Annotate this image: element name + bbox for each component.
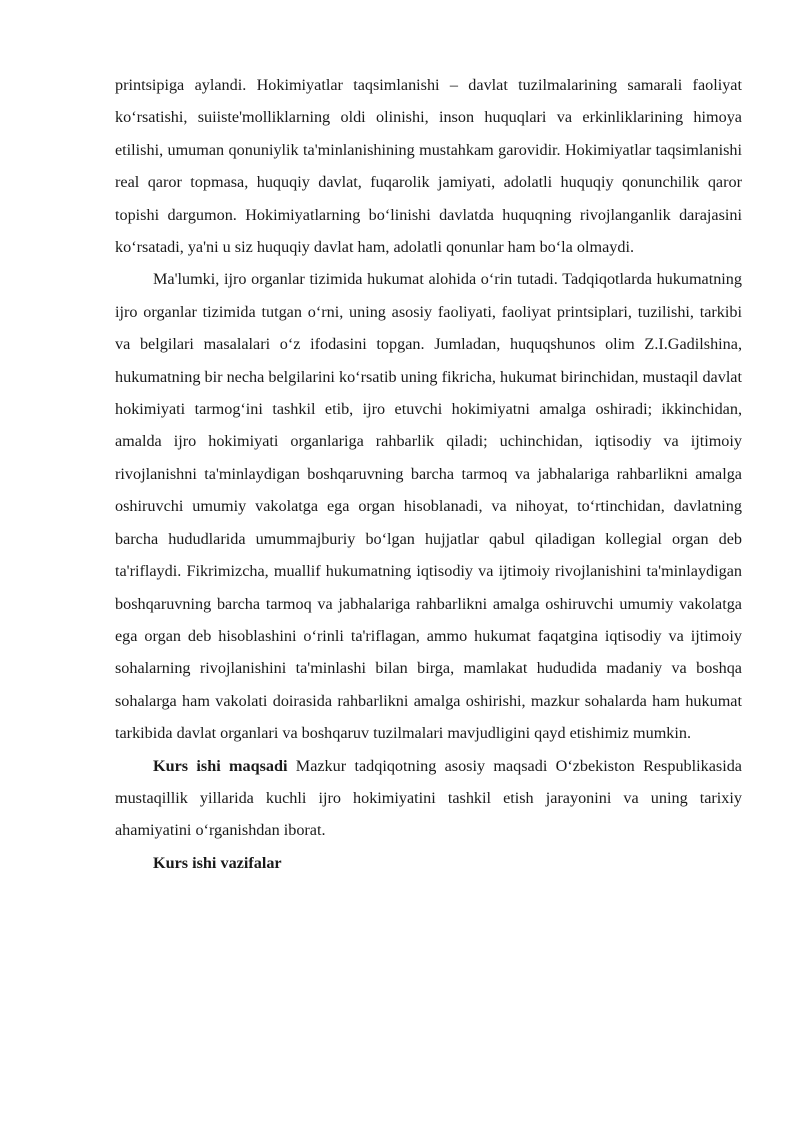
course-tasks-heading: Kurs ishi vazifalar: [153, 853, 282, 872]
paragraph-course-goal: [115, 750, 742, 847]
paragraph-government-role: Ma'lumki, ijro organlar tizimida hukumat alohida o‘rin tutadi. Tadqiqotlarda hukumatning ijro organlar tizimida tutgan o‘rni, uning asosiy faoliyati, faoliyat printsiplari, tuzilishi, tarkibi va belgilari masalalari o‘z ifodasini topgan. Jumladan, huquqshunos olim Z.I.Gadilshina, hukumatning bir necha belgilarini ko‘rsatib uning fikricha, hukumat birinchidan, mustaqil davlat hokimiyati tarmog‘ini tashkil etib, ijro etuvchi hokimiyatni amalga oshiradi; ikkinchidan, amalda ijro hokimiyati organlariga rahbarlik qiladi; uchinchidan, iqtisodiy va ijtimoiy rivojlanishni ta'minlaydigan boshqaruvning barcha tarmoq va jabhalariga rahbarlikni amalga oshiruvchi umumiy vakolatga ega organ hisoblanadi, va nihoyat, to‘rtinchidan, davlatning barcha hududlarida umummajburiy bo‘lgan hujjatlar qabul qiladigan kollegial organ deb ta'riflaydi. Fikrimizcha, muallif hukumatning iqtisodiy va ijtimoiy rivojlanishini ta'minlaydigan boshqaruvning barcha tarmoq va jabhalariga rahbarlikni amalga oshiruvchi umumiy vakolatga ega organ deb hisoblashini o‘rinli ta'riflagan, ammo hukumat faqatgina iqtisodiy va ijtimoiy sohalarning rivojlanishini ta'minlashi bilan birga, mamlakat hududida madaniy va boshqa sohalarga ham vakolati doirasida rahbarlikni amalga oshirishi, mazkur sohalarda ham hukumat tarkibida davlat organlari va boshqaruv tuzilmalari mavjudligini qayd etishimiz mumkin.: [115, 270, 742, 743]
paragraph-continuation: printsipiga aylandi. Hokimiyatlar taqsimlanishi – davlat tuzilmalarining samarali faoliyat ko‘rsatishi, suiiste'molliklarning oldi olinishi, inson huquqlari va erkinliklarining himoya etilishi, umuman qonuniylik ta'minlanishining mustahkam garovidir. Hokimiyatlar taqsimlanishi real qaror topmasa, huquqiy davlat, fuqarolik jamiyati, adolatli huquqiy qonunchilik qaror topishi dargumon. Hokimiyatlarning bo‘linishi davlatda huquqning rivojlanganlik darajasini ko‘rsatadi, ya'ni u siz huquqiy davlat ham, adolatli qonunlar ham bo‘la olmaydi.: [115, 76, 742, 257]
course-goal-heading: Kurs ishi maqsadi: [153, 756, 288, 775]
course-goal-text: Mazkur tadqiqotning asosiy maqsadi O‘zbekiston Respublikasida mustaqillik yillarida kuchli ijro hokimiyatini tashkil etish jarayonini va uning tarixiy ahamiyatini o‘rganishdan iborat.: [115, 756, 742, 840]
document-page: [115, 69, 742, 879]
